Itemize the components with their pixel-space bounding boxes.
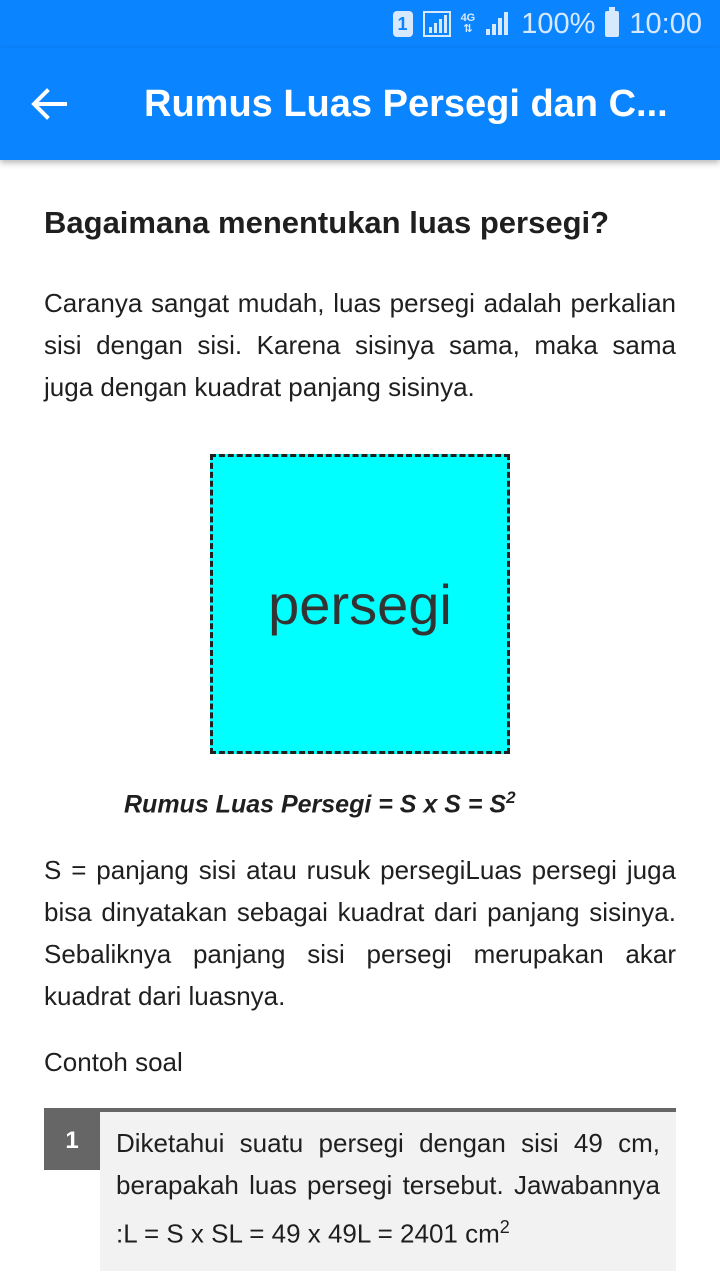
clock: 10:00 bbox=[629, 7, 702, 40]
section-heading: Bagaimana menentukan luas persegi? bbox=[44, 205, 610, 240]
page-title: Rumus Luas Persegi dan C... bbox=[144, 82, 668, 125]
4g-icon bbox=[461, 13, 476, 35]
data-arrows-icon: ⇅ bbox=[463, 23, 473, 35]
intro-paragraph: Caranya sangat mudah, luas persegi adalah perkalian sisi dengan sisi. Karena sisinya sama, maka sama juga dengan kuadrat panjang sisinya. bbox=[44, 288, 676, 402]
figure-label: persegi bbox=[268, 572, 452, 636]
formula-text: Rumus Luas Persegi = S x S = S bbox=[124, 790, 507, 819]
example-number-badge: 1 bbox=[44, 1112, 100, 1170]
sim-1-icon bbox=[393, 11, 413, 37]
sim-slot-label: 1 bbox=[393, 11, 413, 37]
status-bar bbox=[0, 0, 720, 48]
arrow-left-icon bbox=[31, 88, 67, 120]
cell-signal-icon bbox=[485, 11, 511, 37]
area-formula bbox=[44, 788, 676, 819]
network-type-label: 4G bbox=[460, 12, 476, 24]
back-button[interactable] bbox=[0, 48, 98, 160]
app-bar bbox=[0, 48, 720, 160]
formula-exponent: 2 bbox=[506, 788, 516, 807]
example-heading: Contoh soal bbox=[44, 1047, 183, 1078]
signal-icon bbox=[423, 11, 451, 37]
example-text bbox=[100, 1112, 676, 1271]
battery-icon bbox=[605, 11, 619, 37]
battery-percent: 100% bbox=[521, 7, 596, 40]
example-body: Diketahui suatu persegi dengan sisi 49 cm, berapakah luas persegi tersebut. Jawabannya :L = S x SL = 49 x 49L = 2401 cm bbox=[116, 1128, 660, 1249]
article-content bbox=[44, 160, 676, 1271]
example-item bbox=[44, 1108, 676, 1271]
example-exponent: 2 bbox=[499, 1217, 510, 1238]
square-figure bbox=[210, 454, 510, 754]
explanation-paragraph: S = panjang sisi atau rusuk persegiLuas persegi juga bisa dinyatakan sebagai kuadrat dari panjang sisinya. Sebaliknya panjang sisi persegi merupakan akar kuadrat dari luasnya. bbox=[44, 855, 676, 1012]
